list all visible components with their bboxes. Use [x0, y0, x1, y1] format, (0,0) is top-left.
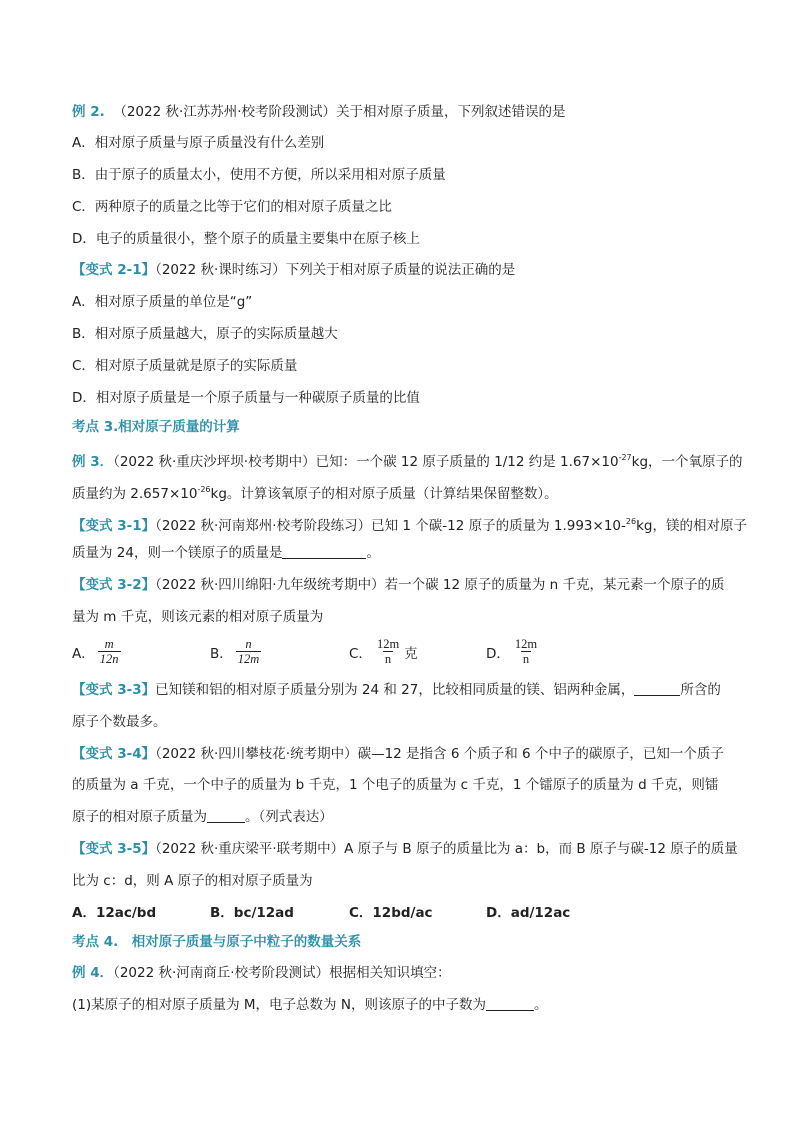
variant-2-1-option-a: A．相对原子质量的单位是“g” — [72, 294, 253, 310]
variant-3-2-option-b: B． $\frac{n}{12m}$ — [210, 637, 260, 666]
example-2-question: 关于相对原子质量，下列叙述错误的是 — [336, 104, 566, 120]
fraction: $\frac{n}{12m}$ — [237, 637, 260, 666]
variant-3-5-option-c: C．12bd/ac — [349, 905, 433, 921]
section-heading-point-4: 考点 4. 相对原子质量与原子中粒子的数量关系 — [72, 934, 362, 950]
answer-blank[interactable] — [207, 810, 245, 823]
variant-3-3-label: 【变式 3-3】 — [72, 682, 156, 698]
example-3-label: 例 3． — [72, 454, 114, 470]
variant-3-4-line-3: 原子的相对原子质量为 。（列式表达） — [72, 809, 333, 825]
example-2-option-b: B．由于原子的质量太小，使用不方便，所以采用相对原子质量 — [72, 167, 446, 183]
example-2-stem — [72, 104, 566, 120]
variant-3-2-label: 【变式 3-2】 — [72, 577, 156, 593]
answer-blank[interactable] — [486, 998, 534, 1011]
exponent: -26 — [197, 485, 211, 494]
variant-3-2-option-a: A． $\frac{m}{12n}$ — [72, 637, 119, 666]
variant-2-1-option-c: C．相对原子质量就是原子的实际质量 — [72, 358, 298, 374]
fraction: $\frac{m}{12n}$ — [99, 637, 119, 666]
variant-3-1-line-2: 质量为 24，则一个镁原子的质量是 。 — [72, 545, 380, 561]
variant-3-3-line-1: 【变式 3-3】已知镁和铝的相对原子质量分别为 24 和 27，比较相同质量的镁、铝两种金属， 所含的 — [72, 682, 721, 698]
variant-3-5-label: 【变式 3-5】 — [72, 841, 156, 857]
variant-3-5-line-1: 【变式 3-5】（2022 秋·重庆梁平·联考期中）A 原子与 B 原子的质量比为 a：b，而 B 原子与碳-12 原子的质量 — [72, 841, 738, 857]
variant-3-4-label: 【变式 3-4】 — [72, 746, 156, 762]
variant-3-3-line-2: 原子个数最多。 — [72, 714, 167, 730]
section-heading-point-3: 考点 3.相对原子质量的计算 — [72, 419, 240, 435]
exponent: -27 — [618, 453, 632, 462]
example-2-source: （2022 秋·江苏苏州·校考阶段测试） — [113, 104, 337, 120]
example-4-question-1: (1)某原子的相对原子质量为 M，电子总数为 N，则该原子的中子数为 。 — [72, 997, 548, 1013]
variant-3-4-line-1: 【变式 3-4】（2022 秋·四川攀枝花·统考期中）碳—12 是指含 6 个质子和 6 个中子的碳原子，已知一个质子 — [72, 746, 724, 762]
variant-2-1-question: 下列关于相对原子质量的说法正确的是 — [285, 262, 516, 278]
variant-3-2-option-d: D． $\frac{12m}{n}$ — [486, 637, 538, 666]
example-4-stem: 例 4．（2022 秋·河南商丘·校考阶段测试）根据相关知识填空： — [72, 965, 451, 981]
variant-3-2-option-c: C． $\frac{12m}{n}$ 克 — [349, 637, 418, 666]
example-2-option-c: C．两种原子的质量之比等于它们的相对原子质量之比 — [72, 199, 392, 215]
variant-2-1-option-b: B．相对原子质量越大，原子的实际质量越大 — [72, 326, 338, 342]
variant-3-5-option-a: A．12ac/bd — [72, 905, 157, 921]
variant-3-5-line-2: 比为 c：d，则 A 原子的相对原子质量为 — [72, 873, 313, 889]
variant-3-5-option-d: D．ad/12ac — [486, 905, 571, 921]
fraction: $\frac{12m}{n}$ — [514, 637, 538, 666]
variant-3-4-line-2: 的质量为 a 千克，一个中子的质量为 b 千克，1 个电子的质量为 c 千克，1 个镭原子的质量为 d 千克，则镭 — [72, 777, 719, 793]
variant-3-2-line-2: 量为 m 千克，则该元素的相对原子质量为 — [72, 609, 324, 625]
fraction: $\frac{12m}{n}$ — [376, 637, 400, 666]
answer-blank[interactable] — [634, 683, 680, 696]
variant-3-2-line-1: 【变式 3-2】（2022 秋·四川绵阳·九年级统考期中）若一个碳 12 原子的质量为 n 千克，某元素一个原子的质 — [72, 577, 725, 593]
variant-3-1-line-1: 【变式 3-1】（2022 秋·河南郑州·校考阶段练习）已知 1 个碳-12 原子的质量为 1.993×10-$^{26}$kg，镁的相对原子 — [72, 517, 747, 534]
example-4-label: 例 4． — [72, 965, 114, 981]
variant-3-1-label: 【变式 3-1】 — [72, 518, 156, 534]
exponent: 26 — [625, 517, 637, 526]
variant-2-1-stem — [72, 262, 515, 278]
variant-2-1-label: 【变式 2-1】 — [72, 262, 156, 278]
example-2-option-d: D．电子的质量很小，整个原子的质量主要集中在原子核上 — [72, 231, 420, 247]
variant-3-5-option-b: B．bc/12ad — [210, 905, 294, 921]
example-3-line-1: 例 3．（2022 秋·重庆沙坪坝·校考期中）已知：一个碳 12 原子质量的 1/12 约是 $1.67\times 10^{-27}kg$，一个氧原子的 — [72, 453, 743, 470]
variant-2-1-option-d: D．相对原子质量是一个原子质量与一种碳原子质量的比值 — [72, 390, 420, 406]
example-2-label: 例 2. — [72, 104, 105, 120]
example-3-line-2: 质量约为 $2.657\times 10^{-26}kg$。计算该氧原子的相对原子质量（计算结果保留整数）。 — [72, 485, 558, 502]
answer-blank[interactable] — [282, 546, 366, 559]
example-2-option-a: A．相对原子质量与原子质量没有什么差别 — [72, 135, 325, 151]
variant-2-1-source: （2022 秋·课时练习） — [155, 262, 286, 278]
